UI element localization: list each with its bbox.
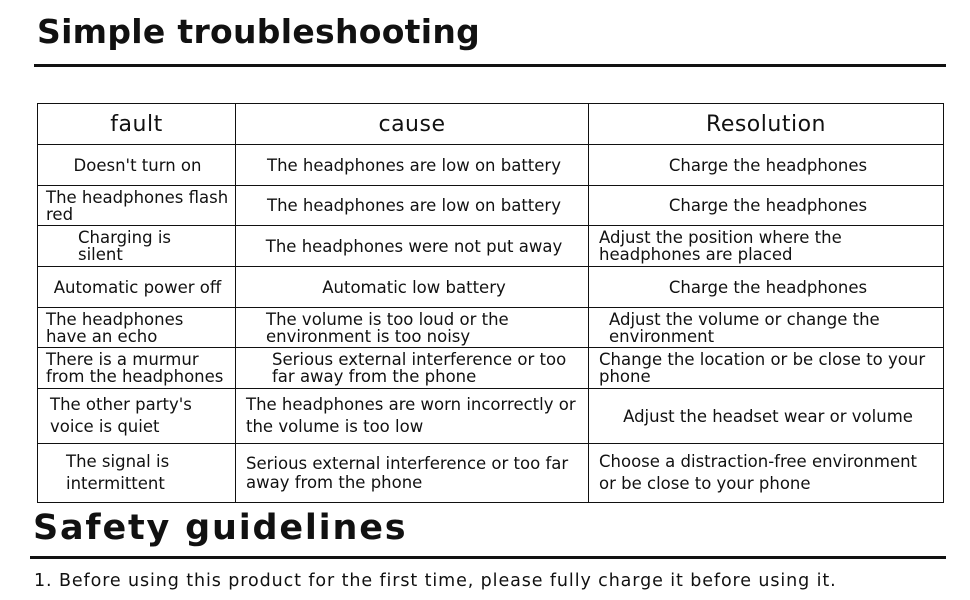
table-row bbox=[38, 226, 944, 267]
fault-cell: The other party's voice is quiet bbox=[38, 389, 236, 444]
column-header-fault: fault bbox=[38, 104, 236, 145]
cause-cell: Serious external interference or too far away from the phone bbox=[236, 348, 589, 389]
fault-cell: Automatic power off bbox=[38, 267, 236, 308]
cause-cell: The volume is too loud or the environment is too noisy bbox=[236, 308, 589, 348]
safety-divider bbox=[30, 556, 946, 559]
cause-cell: The headphones are low on battery bbox=[236, 145, 589, 186]
table-row bbox=[38, 389, 944, 444]
resolution-cell: Adjust the position where the headphones are placed bbox=[589, 226, 944, 267]
fault-cell: There is a murmur from the headphones bbox=[38, 348, 236, 389]
resolution-cell: Adjust the headset wear or volume bbox=[589, 389, 944, 444]
title-divider bbox=[34, 64, 946, 67]
fault-cell: The headphones have an echo bbox=[38, 308, 236, 348]
safety-guideline-item: 1. Before using this product for the first time, please fully charge it before using it. bbox=[34, 571, 837, 591]
table-row bbox=[38, 267, 944, 308]
table-row bbox=[38, 145, 944, 186]
cause-cell: The headphones were not put away bbox=[236, 226, 589, 267]
table-row bbox=[38, 186, 944, 226]
resolution-cell: Adjust the volume or change the environment bbox=[589, 308, 944, 348]
resolution-cell: Change the location or be close to your phone bbox=[589, 348, 944, 389]
resolution-cell: Charge the headphones bbox=[589, 186, 944, 226]
fault-cell: Charging is silent bbox=[38, 226, 236, 267]
safety-title: Safety guidelines bbox=[33, 508, 408, 548]
troubleshooting-table bbox=[37, 103, 944, 503]
table-row bbox=[38, 308, 944, 348]
table-row bbox=[38, 348, 944, 389]
resolution-cell: Choose a distraction-free environment or be close to your phone bbox=[589, 444, 944, 503]
resolution-cell: Charge the headphones bbox=[589, 267, 944, 308]
resolution-cell: Charge the headphones bbox=[589, 145, 944, 186]
column-header-cause: cause bbox=[236, 104, 589, 145]
table-header-row bbox=[38, 104, 944, 145]
cause-cell: The headphones are worn incorrectly or the volume is too low bbox=[236, 389, 589, 444]
troubleshooting-title: Simple troubleshooting bbox=[37, 12, 481, 51]
cause-cell: Serious external interference or too far away from the phone bbox=[236, 444, 589, 503]
cause-cell: Automatic low battery bbox=[236, 267, 589, 308]
table-row bbox=[38, 444, 944, 503]
cause-cell: The headphones are low on battery bbox=[236, 186, 589, 226]
fault-cell: The headphones flash red bbox=[38, 186, 236, 226]
fault-cell: The signal is intermittent bbox=[38, 444, 236, 503]
fault-cell: Doesn't turn on bbox=[38, 145, 236, 186]
column-header-resolution: Resolution bbox=[589, 104, 944, 145]
